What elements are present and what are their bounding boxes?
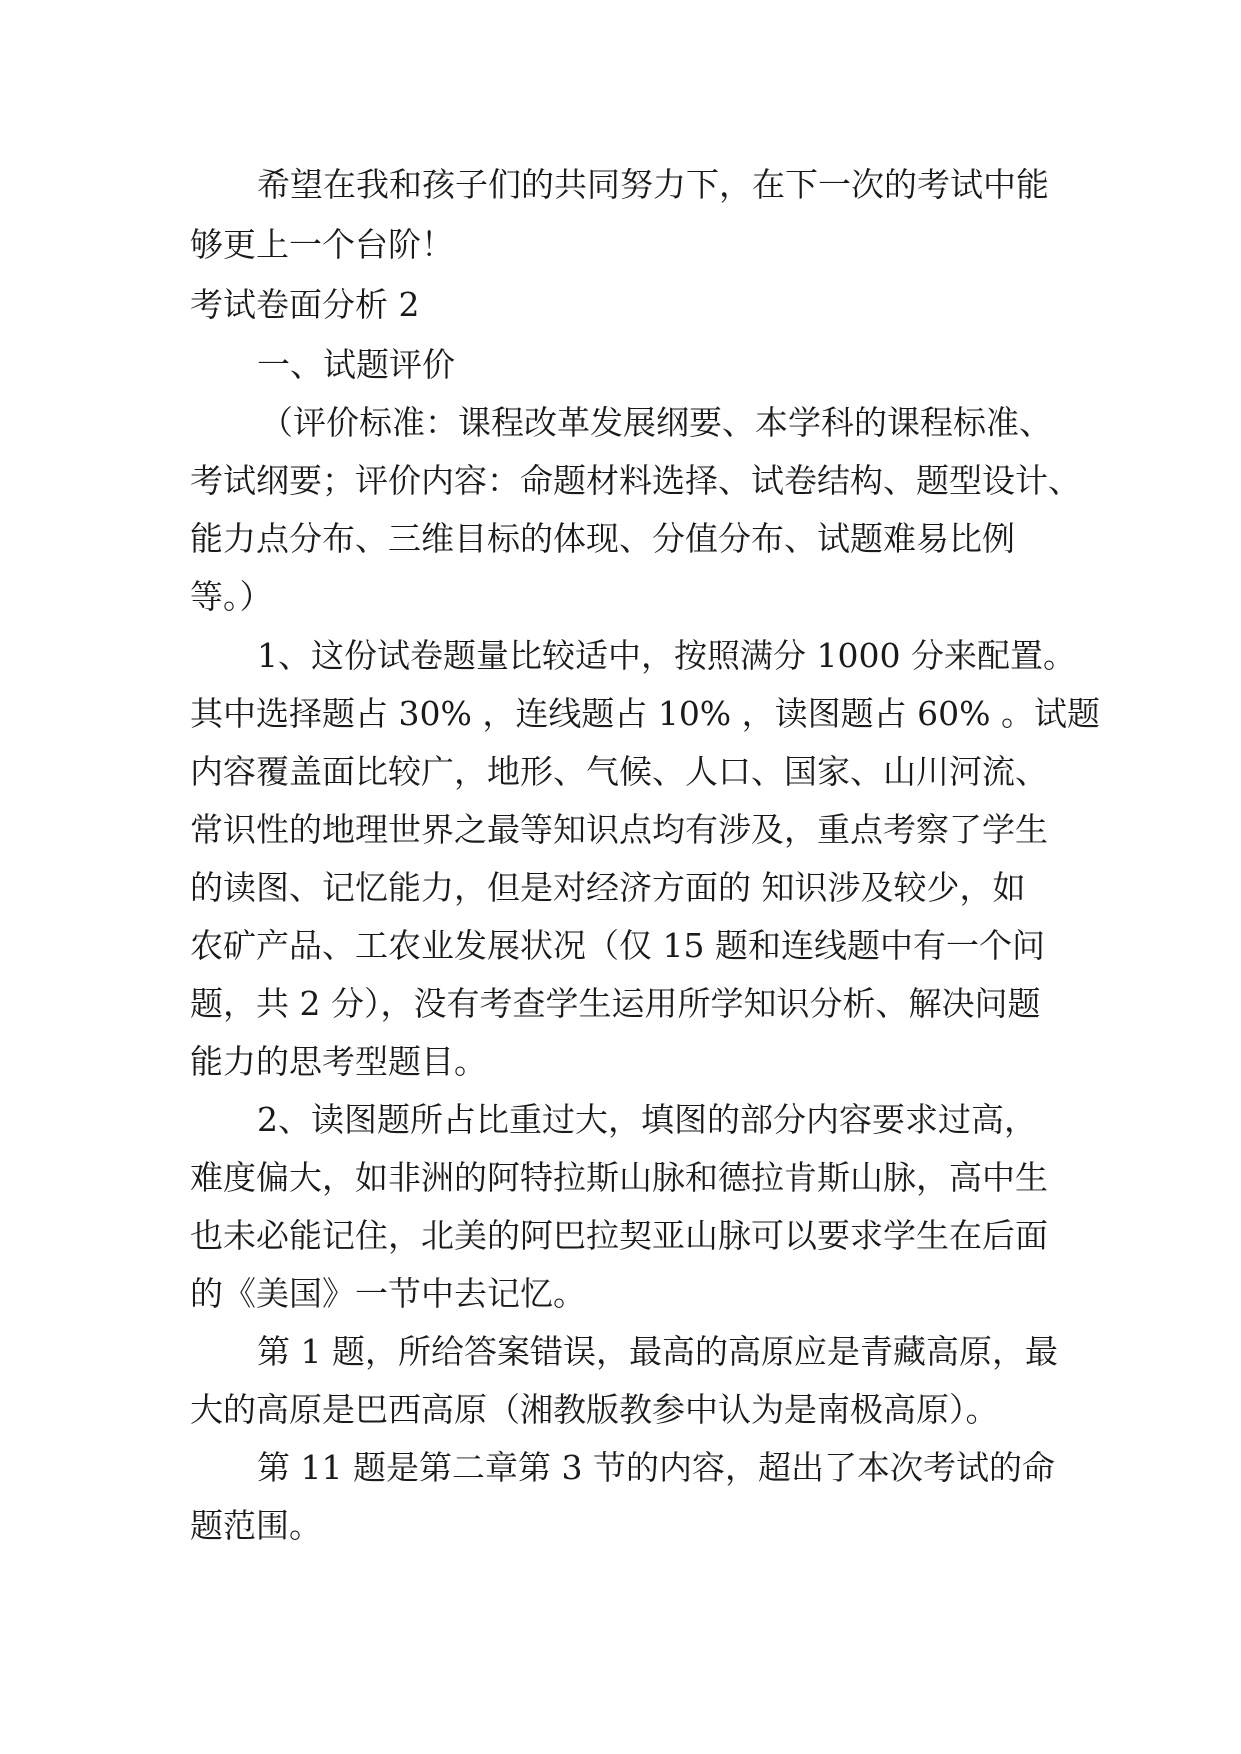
paragraph-line-1: 希望在我和孩子们的共同努力下，在下一次的考试中能: [257, 165, 1049, 204]
point-2-line-1: 2、读图题所占比重过大，填图的部分内容要求过高，: [257, 1100, 1037, 1139]
section-heading-1: 一、试题评价: [257, 345, 455, 384]
point-2-line-3: 也未必能记住，北美的阿巴拉契亚山脉可以要求学生在后面: [190, 1216, 1048, 1255]
criteria-line-4: 等。）: [190, 577, 273, 616]
point-2-line-2: 难度偏大，如非洲的阿特拉斯山脉和德拉肯斯山脉，高中生: [190, 1158, 1048, 1197]
point-1-line-4: 常识性的地理世界之最等知识点均有涉及，重点考察了学生: [190, 810, 1048, 849]
point-1-line-2: 其中选择题占 30% ，连线题占 10% ，读图题占 60% 。试题: [190, 694, 1100, 733]
point-1-line-5: 的读图、记忆能力，但是对经济方面的 知识涉及较少，如: [190, 868, 1026, 907]
question-1-line-1: 第 1 题，所给答案错误，最高的高原应是青藏高原，最: [257, 1332, 1058, 1371]
section-title: 考试卷面分析 2: [190, 285, 420, 324]
criteria-line-1: （评价标准：课程改革发展纲要、本学科的课程标准、: [260, 403, 1052, 442]
question-1-line-2: 大的高原是巴西高原（湘教版教参中认为是南极高原）。: [190, 1390, 999, 1429]
criteria-line-3: 能力点分布、三维目标的体现、分值分布、试题难易比例: [190, 519, 1015, 558]
question-11-line-2: 题范围。: [190, 1506, 322, 1545]
point-2-line-4: 的《美国》一节中去记忆。: [190, 1274, 586, 1313]
criteria-line-2: 考试纲要；评价内容：命题材料选择、试卷结构、题型设计、: [190, 461, 1081, 500]
point-1-line-8: 能力的思考型题目。: [190, 1042, 487, 1081]
question-11-line-1: 第 11 题是第二章第 3 节的内容，超出了本次考试的命: [257, 1448, 1055, 1487]
point-1-line-1: 1、这份试卷题量比较适中，按照满分 1000 分来配置。: [257, 636, 1076, 675]
point-1-line-3: 内容覆盖面比较广，地形、气候、人口、国家、山川河流、: [190, 752, 1048, 791]
point-1-line-6: 农矿产品、工农业发展状况（仅 15 题和连线题中有一个问: [190, 926, 1045, 965]
paragraph-line-2: 够更上一个台阶！: [190, 225, 454, 264]
point-1-line-7: 题，共 2 分），没有考查学生运用所学知识分析、解决问题: [190, 984, 1041, 1023]
